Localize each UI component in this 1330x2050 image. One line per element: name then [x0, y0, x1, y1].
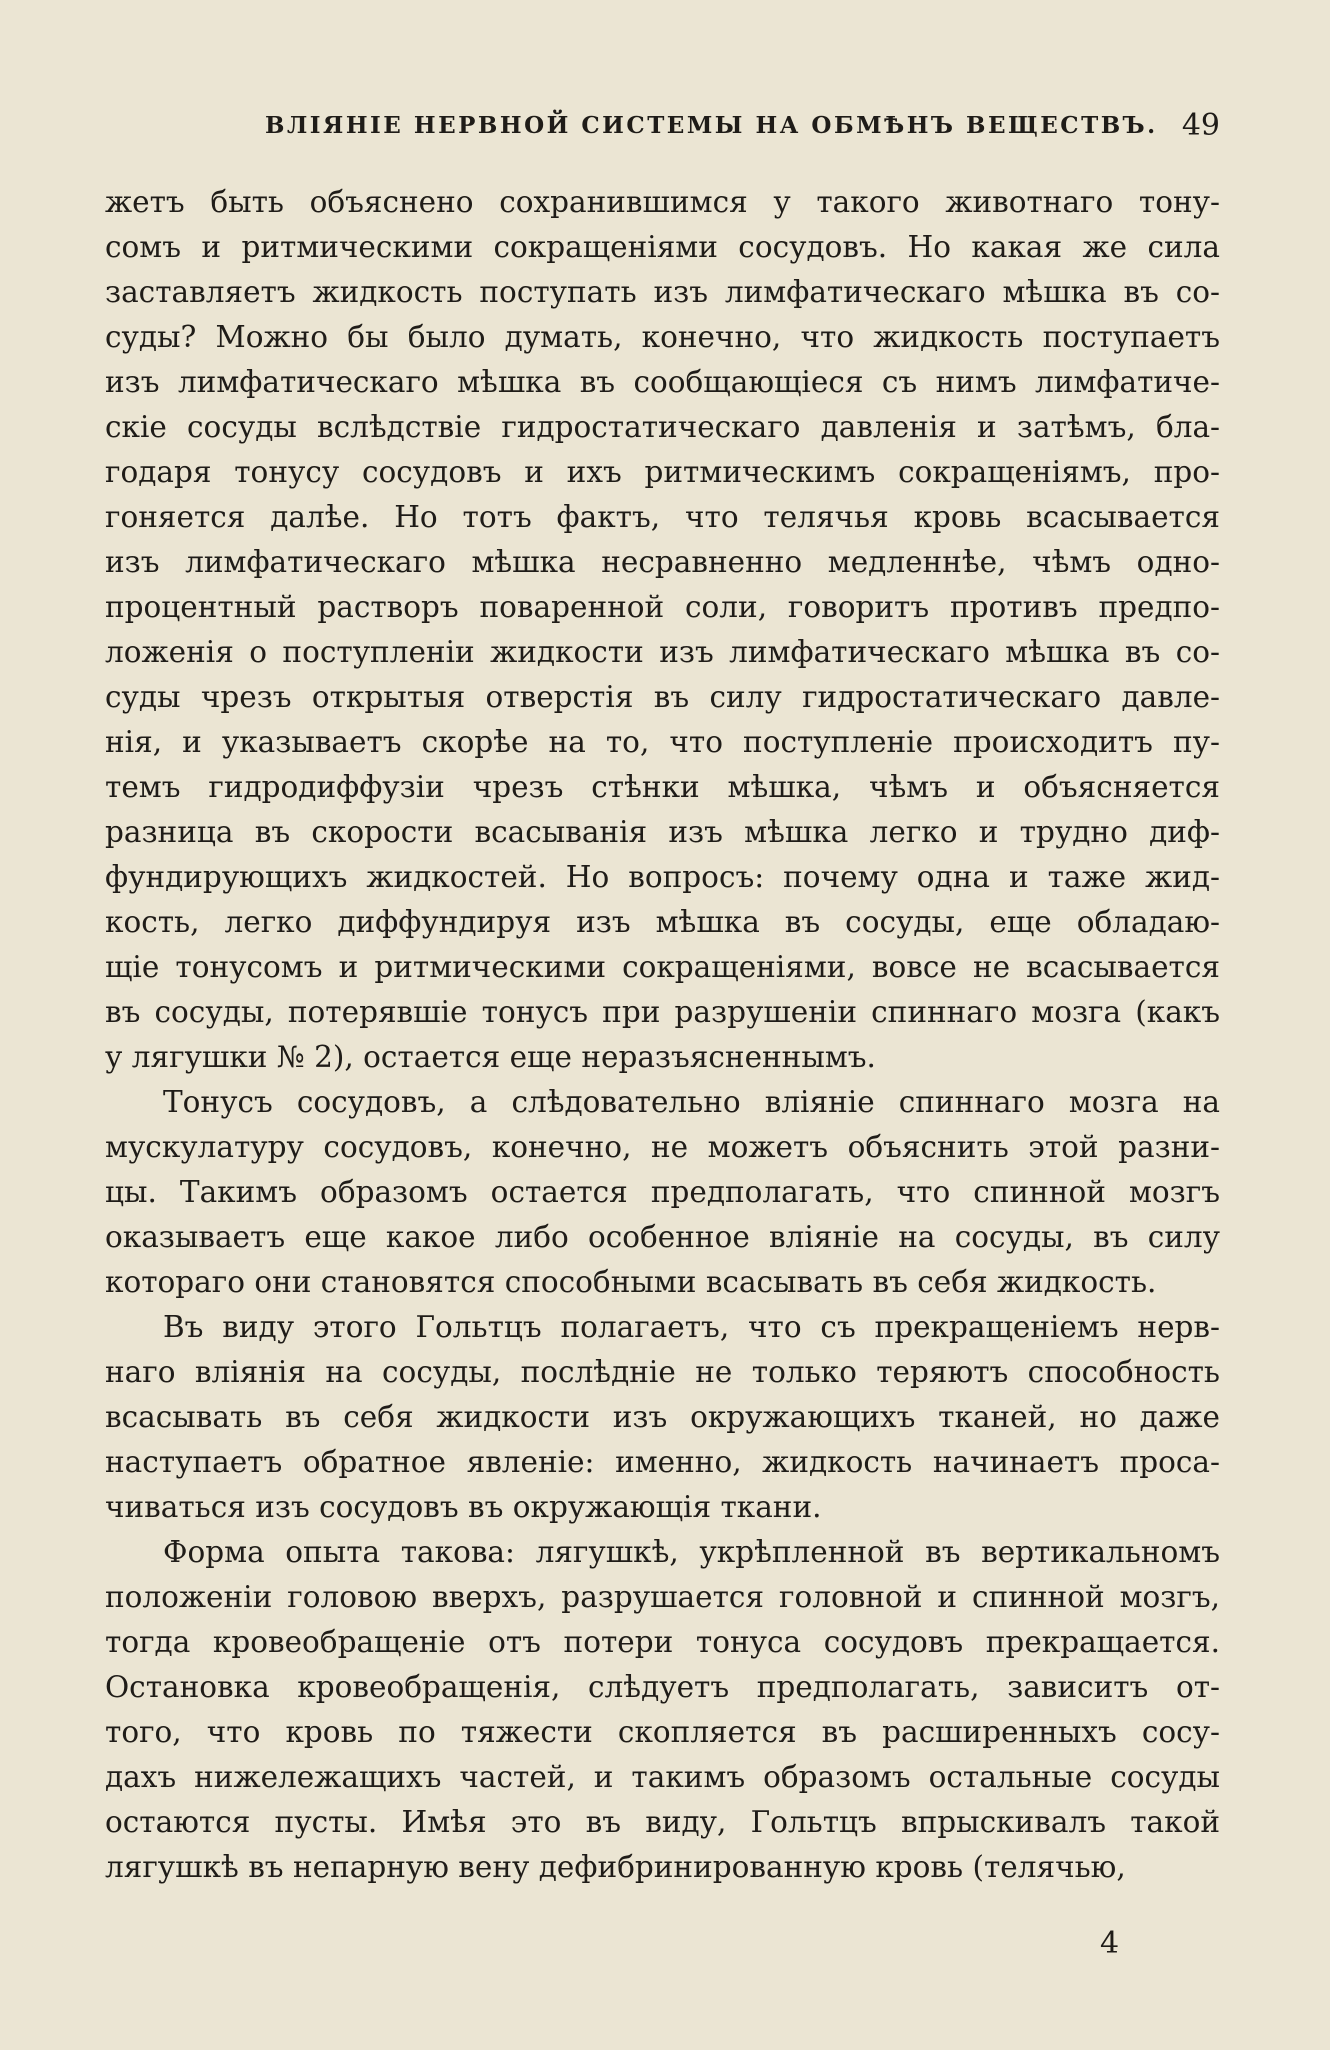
text-line: въ сосуды, потерявшіе тонусъ при разрушеніи спиннаго мозга (какъ	[105, 995, 1220, 1029]
text-line: лягушкѣ въ непарную вену дефибринированную кровь (телячью,	[105, 1850, 1126, 1884]
paragraph	[105, 1080, 1220, 1305]
text-line: изъ лимфатическаго мѣшка несравненно медленнѣе, чѣмъ одно-	[105, 545, 1220, 579]
text-line: заставляетъ жидкость поступать изъ лимфатическаго мѣшка въ со-	[105, 275, 1220, 309]
text-line: Тонусъ сосудовъ, а слѣдовательно вліяніе спиннаго мозга на	[163, 1085, 1220, 1119]
body-text	[105, 180, 1220, 1890]
text-line: наступаетъ обратное явленіе: именно, жидкость начинаетъ проса-	[105, 1445, 1220, 1479]
text-line: Остановка кровеобращенія, слѣдуетъ предполагать, зависитъ от-	[105, 1670, 1220, 1704]
text-line: годаря тонусу сосудовъ и ихъ ритмическимъ сокращеніямъ, про-	[105, 455, 1220, 489]
text-line: кость, легко диффундируя изъ мѣшка въ сосуды, еще обладаю-	[105, 905, 1220, 939]
text-line: Въ виду этого Гольтцъ полагаетъ, что съ прекращеніемъ нерв-	[163, 1310, 1220, 1344]
text-line: разница въ скорости всасыванія изъ мѣшка легко и трудно диф-	[105, 815, 1220, 849]
running-header	[105, 108, 1220, 152]
signature-mark: 4	[1100, 1926, 1120, 1961]
text-line: скіе сосуды вслѣдствіе гидростатическаго давленія и затѣмъ, бла-	[105, 410, 1220, 444]
text-line: у лягушки № 2), остается еще неразъясненнымъ.	[105, 1040, 876, 1074]
text-line: жетъ быть объяснено сохранившимся у такого животнаго тону-	[105, 185, 1220, 219]
text-line: остаются пусты. Имѣя это въ виду, Гольтцъ впрыскивалъ такой	[105, 1805, 1220, 1839]
text-line: всасывать въ себя жидкости изъ окружающихъ тканей, но даже	[105, 1400, 1220, 1434]
text-line: суды? Можно бы было думать, конечно, что жидкость поступаетъ	[105, 320, 1220, 354]
text-line: гоняется далѣе. Но тотъ фактъ, что телячья кровь всасывается	[105, 500, 1220, 534]
text-line: изъ лимфатическаго мѣшка въ сообщающіеся съ нимъ лимфатиче-	[105, 365, 1220, 399]
text-line: тогда кровеобращеніе отъ потери тонуса сосудовъ прекращается.	[105, 1625, 1220, 1659]
text-line: котораго они становятся способными всасывать въ себя жидкость.	[105, 1265, 1157, 1299]
text-line: дахъ нижележащихъ частей, и такимъ образомъ остальные сосуды	[105, 1760, 1220, 1794]
paragraph	[105, 1530, 1220, 1890]
text-line: ложенія о поступленіи жидкости изъ лимфатическаго мѣшка въ со-	[105, 635, 1220, 669]
text-line: суды чрезъ открытыя отверстія въ силу гидростатическаго давле-	[105, 680, 1220, 714]
paragraph	[105, 1305, 1220, 1530]
text-line: положеніи головою вверхъ, разрушается головной и спинной мозгъ,	[105, 1580, 1220, 1614]
text-line: оказываетъ еще какое либо особенное вліяніе на сосуды, въ силу	[105, 1220, 1220, 1254]
text-line: щіе тонусомъ и ритмическими сокращеніями, вовсе не всасывается	[105, 950, 1220, 984]
text-line: чиваться изъ сосудовъ въ окружающія ткани.	[105, 1490, 822, 1524]
text-line: процентный растворъ поваренной соли, говоритъ противъ предпо-	[105, 590, 1220, 624]
page-number: 49	[1181, 108, 1220, 143]
text-line: нія, и указываетъ скорѣе на то, что поступленіе происходитъ пу-	[105, 725, 1220, 759]
text-line: темъ гидродиффузіи чрезъ стѣнки мѣшка, чѣмъ и объясняется	[105, 770, 1220, 804]
text-line: цы. Такимъ образомъ остается предполагать, что спинной мозгъ	[105, 1175, 1220, 1209]
text-line: Форма опыта такова: лягушкѣ, укрѣпленной въ вертикальномъ	[163, 1535, 1220, 1569]
text-line: того, что кровь по тяжести скопляется въ расширенныхъ сосу-	[105, 1715, 1220, 1749]
paragraph	[105, 180, 1220, 1080]
text-line: мускулатуру сосудовъ, конечно, не можетъ объяснить этой разни-	[105, 1130, 1220, 1164]
running-head-title: ВЛІЯНІЕ НЕРВНОЙ СИСТЕМЫ НА ОБМѢНЪ ВЕЩЕСТВЪ.	[265, 112, 1158, 139]
text-line: фундирующихъ жидкостей. Но вопросъ: почему одна и таже жид-	[105, 860, 1220, 894]
text-line: сомъ и ритмическими сокращеніями сосудовъ. Но какая же сила	[105, 230, 1220, 264]
text-line: наго вліянія на сосуды, послѣдніе не только теряютъ способность	[105, 1355, 1220, 1389]
